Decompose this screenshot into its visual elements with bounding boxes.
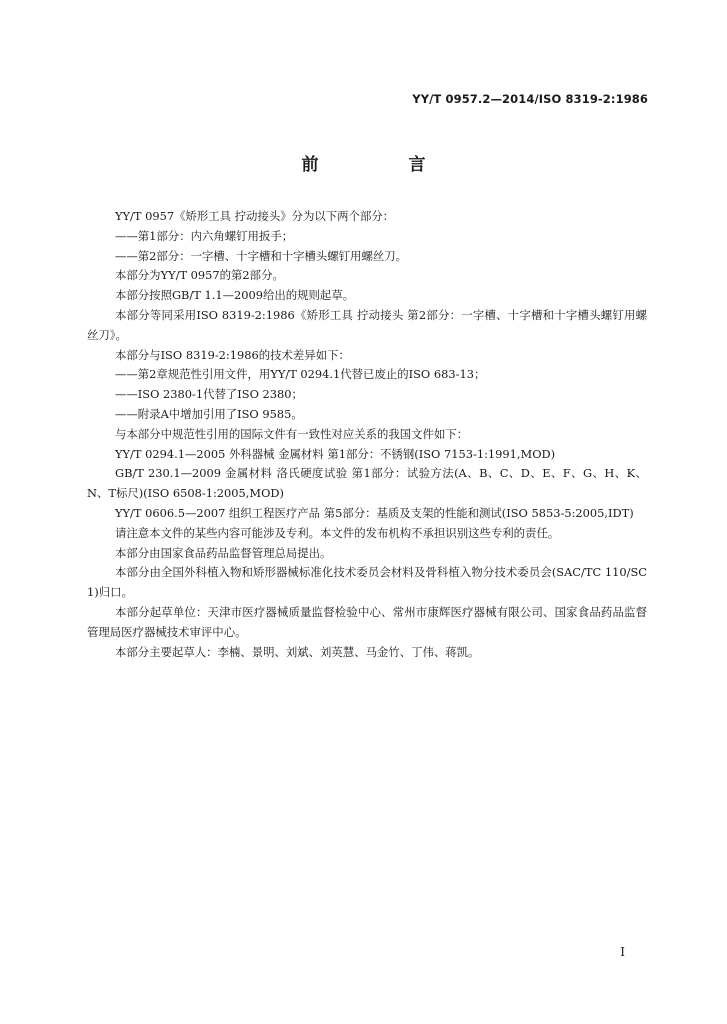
paragraph-proposer: 本部分由国家食品药品监督管理总局提出。	[115, 545, 332, 560]
paragraph-doc-gbt-230: GB/T 230.1—2009 金属材料 洛氏硬度试验 第1部分：试验方法(A、B、C、D、E、F、G、H、K、N、T标尺)(ISO 6508-1:2005,MOD)	[87, 466, 647, 501]
page-number: I	[620, 945, 625, 959]
paragraph-doc-yyt-0294: YY/T 0294.1—2005 外科器械 金属材料 第1部分：不锈钢(ISO 7153-1:1991,MOD)	[115, 446, 556, 461]
paragraph-intro: YY/T 0957《矫形工具 拧动接头》分为以下两个部分：	[115, 209, 395, 223]
paragraph-part2: ——第2部分：一字槽、十字槽和十字槽头螺钉用螺丝刀。	[115, 248, 408, 263]
paragraph-drafting-rules: 本部分按照GB/T 1.1—2009给出的规则起草。	[115, 288, 355, 303]
paragraph-difference-1: ——第2章规范性引用文件，用YY/T 0294.1代替已废止的ISO 683-13；	[115, 367, 486, 382]
paragraph-corresponding-docs-intro: 与本部分中规范性引用的国际文件有一致性对应关系的我国文件如下：	[115, 426, 469, 441]
paragraph-drafting-units: 本部分起草单位：天津市医疗器械质量监督检验中心、常州市康辉医疗器械有限公司、国家食品药品监督管理局医疗器械技术审评中心。	[87, 604, 647, 639]
paragraph-equivalence: 本部分等同采用ISO 8319-2:1986《矫形工具 拧动接头 第2部分：一字槽、十字槽和十字槽头螺钉用螺丝刀》。	[87, 307, 647, 342]
paragraph-drafters: 本部分主要起草人：李楠、景明、刘斌、刘英慧、马金竹、丁伟、蒋凯。	[115, 644, 480, 659]
paragraph-difference-2: ——ISO 2380-1代替了ISO 2380；	[115, 387, 303, 402]
paragraph-patent-notice: 请注意本文件的某些内容可能涉及专利。本文件的发布机构不承担识别这些专利的责任。	[115, 525, 560, 540]
paragraph-doc-yyt-0606: YY/T 0606.5—2007 组织工程医疗产品 第5部分：基质及支架的性能和测试(ISO 5853-5:2005,IDT)	[115, 505, 634, 520]
standard-code-header: YY/T 0957.2—2014/ISO 8319-2:1986	[412, 92, 648, 106]
foreword-body	[87, 207, 647, 662]
page-title: 前 言	[301, 155, 468, 175]
paragraph-administrator: 本部分由全国外科植入物和矫形器械标准化技术委员会材料及骨科植入物分技术委员会(SAC/TC 110/SC 1)归口。	[87, 565, 647, 600]
paragraph-part-statement: 本部分为YY/T 0957的第2部分。	[115, 268, 284, 283]
paragraph-differences-intro: 本部分与ISO 8319-2:1986的技术差异如下：	[115, 347, 350, 362]
paragraph-difference-3: ——附录A中增加引用了ISO 9585。	[115, 406, 303, 421]
paragraph-part1: ——第1部分：内六角螺钉用扳手；	[115, 228, 294, 243]
